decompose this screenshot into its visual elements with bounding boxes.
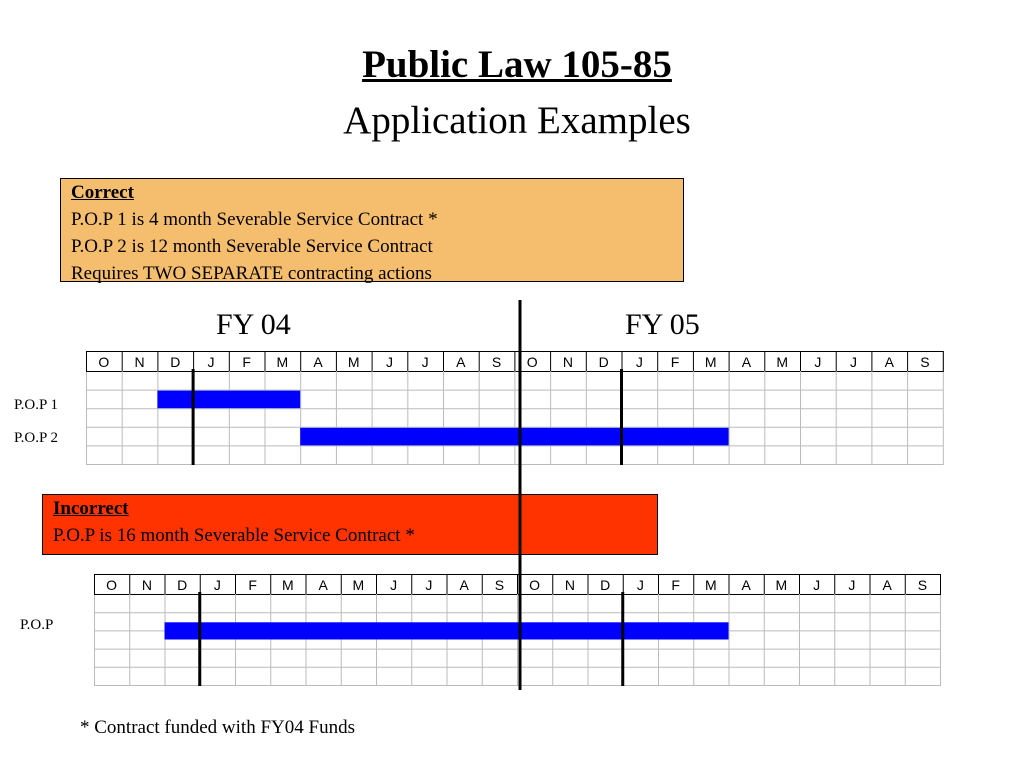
month-label: J	[390, 577, 398, 593]
month-label: M	[352, 577, 365, 593]
month-label: O	[526, 354, 538, 370]
month-label: M	[276, 354, 289, 370]
month-label: J	[207, 354, 215, 370]
month-label: M	[282, 577, 294, 593]
month-label: A	[882, 577, 892, 593]
month-label: S	[917, 577, 928, 593]
month-label: N	[141, 577, 152, 593]
month-label: S	[920, 354, 930, 370]
month-label: M	[705, 577, 717, 593]
month-label: A	[313, 354, 323, 370]
month-label: S	[494, 577, 505, 593]
month-label: N	[562, 354, 574, 370]
fy05-label: FY 05	[625, 308, 700, 341]
month-label: F	[248, 577, 257, 593]
month-label: J	[636, 577, 644, 593]
month-label: D	[598, 354, 609, 370]
month-label: O	[98, 354, 110, 370]
month-label: J	[635, 354, 643, 370]
incorrect-line: P.O.P is 16 month Severable Service Contract *	[53, 525, 415, 546]
month-label: F	[670, 354, 680, 370]
correct-line: P.O.P 1 is 4 month Severable Service Contract *	[71, 209, 438, 230]
month-label: A	[318, 577, 328, 593]
month-label: J	[850, 354, 858, 370]
month-label: O	[106, 577, 118, 593]
pop-label: P.O.P	[20, 617, 54, 633]
month-label: M	[347, 354, 360, 370]
month-label: A	[884, 354, 894, 370]
month-label: D	[170, 354, 181, 370]
month-label: O	[529, 577, 541, 593]
footnote: * Contract funded with FY04 Funds	[80, 717, 355, 738]
month-label: J	[848, 577, 856, 593]
incorrect-heading: Incorrect	[53, 498, 129, 519]
month-label: D	[600, 577, 611, 593]
month-label: N	[134, 354, 145, 370]
month-label: D	[177, 577, 188, 593]
pop1-label: P.O.P 1	[14, 397, 59, 413]
month-label: J	[213, 577, 221, 593]
month-label: F	[671, 577, 680, 593]
month-label: J	[425, 577, 433, 593]
month-label: N	[564, 577, 575, 593]
month-label: A	[459, 577, 469, 593]
month-label: J	[421, 354, 429, 370]
correct-heading: Correct	[71, 182, 134, 203]
page-subtitle: Application Examples	[343, 99, 691, 142]
month-label: J	[813, 577, 821, 593]
correct-line: P.O.P 2 is 12 month Severable Service Contract	[71, 236, 433, 257]
month-label: J	[385, 354, 393, 370]
month-label: S	[491, 354, 502, 370]
month-label: A	[741, 354, 752, 370]
page-title: Public Law 105-85	[362, 43, 672, 86]
fy04-label: FY 04	[216, 308, 291, 341]
month-label: J	[814, 354, 822, 370]
month-label: A	[741, 577, 751, 593]
correct-line: Requires TWO SEPARATE contracting actions	[71, 263, 432, 284]
month-label: M	[775, 577, 788, 593]
month-label: F	[242, 354, 251, 370]
month-label: A	[456, 354, 466, 370]
pop2-label: P.O.P 2	[14, 430, 59, 446]
month-label: M	[704, 354, 717, 370]
month-label: M	[776, 354, 788, 370]
